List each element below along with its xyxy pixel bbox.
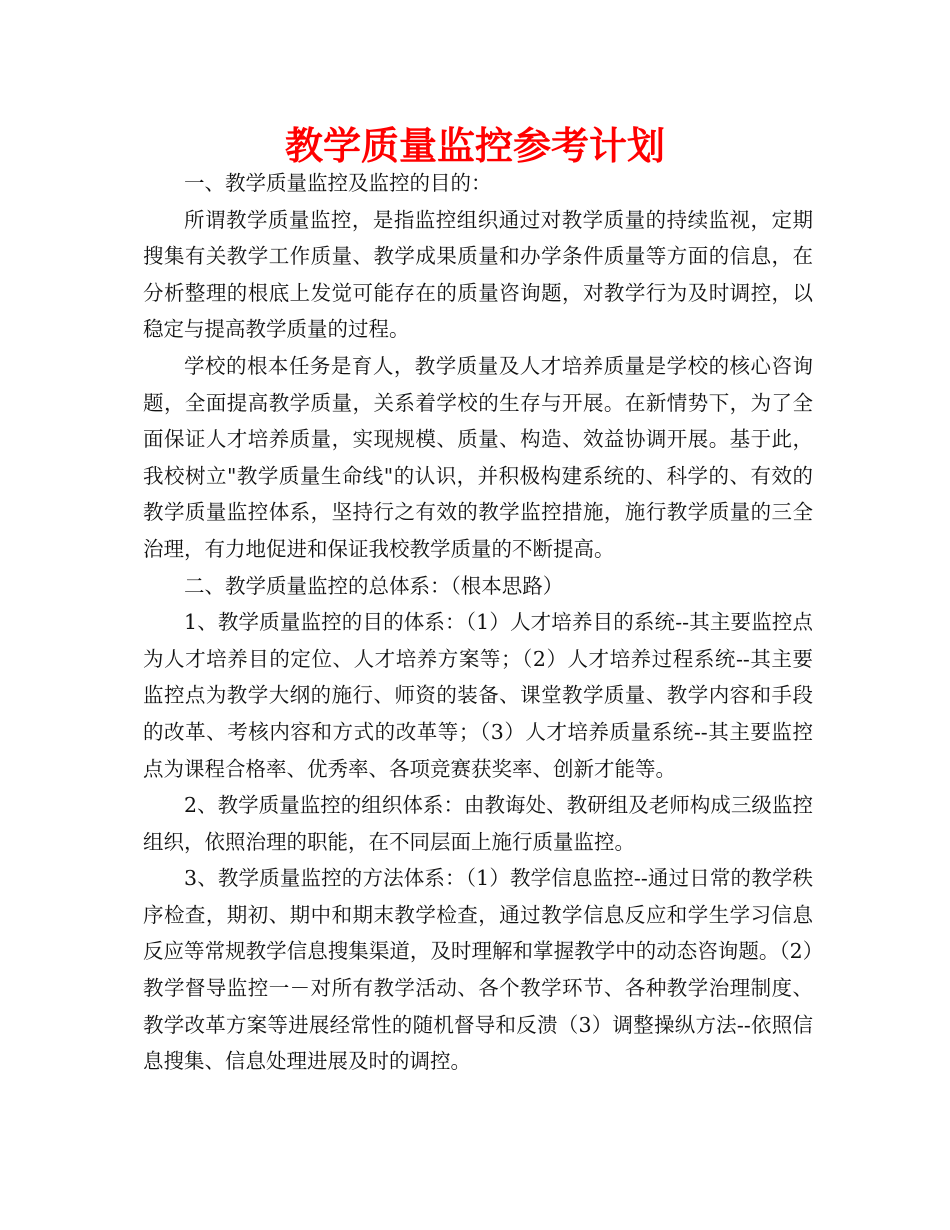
paragraph-goal-system: 1、教学质量监控的目的体系：（1）人才培养目的系统--其主要监控点为人才培养目的定位、人才培养方案等；（2）人才培养过程系统--其主要监控点为教学大纲的施行、师资的装备、课堂教学质量、教学内容和手段的改革、考核内容和方式的改革等；（3）人才培养质量系统--其主要监控点为课程合格率、优秀率、各项竞赛获奖率、创新才能等。 — [143, 610, 813, 781]
section-heading-1: 一、教学质量监控及监控的目的： — [184, 171, 492, 195]
document-title: 教学质量监控参考计划 — [284, 124, 665, 168]
paragraph-method-system: 3、教学质量监控的方法体系：（1）教学信息监控--通过日常的教学秩序检查，期初、期中和期末教学检查，通过教学信息反应和学生学习信息反应等常规教学信息搜集渠道，及时理解和掌握教学中的动态咨询题。（2）教学督导监控一－对所有教学活动、各个教学环节、各种教学治理制度、教学改革方案等进展经常性的随机督导和反溃（3）调整操纵方法--依照信息搜集、信息处理进展及时的调控。 — [143, 866, 813, 1074]
section-heading-2: 二、教学质量监控的总体系：（根本思路） — [184, 573, 564, 598]
paragraph-definition: 所谓教学质量监控，是指监控组织通过对教学质量的持续监视，定期搜集有关教学工作质量、教学成果质量和办学条件质量等方面的信息，在分析整理的根底上发觉可能存在的质量咨询题，对教学行为及时调控，以稳定与提高教学质量的过程。 — [143, 207, 813, 342]
document-body — [143, 165, 813, 1080]
paragraph-organization-system: 2、教学质量监控的组织体系：由教诲处、教研组及老师构成三级监控组织，依照治理的职能，在不同层面上施行质量监控。 — [143, 793, 813, 854]
paragraph-mission: 学校的根本任务是育人，教学质量及人才培养质量是学校的核心咨询题，全面提高教学质量，关系着学校的生存与开展。在新情势下，为了全面保证人才培养质量，实现规模、质量、构造、效益协调开展。基于此，我校树立"教学质量生命线"的认识，并积极构建系统的、科学的、有效的教学质量监控体系，坚持行之有效的教学监控措施，施行教学质量的三全治理，有力地促进和保证我校教学质量的不断提高。 — [143, 353, 813, 561]
